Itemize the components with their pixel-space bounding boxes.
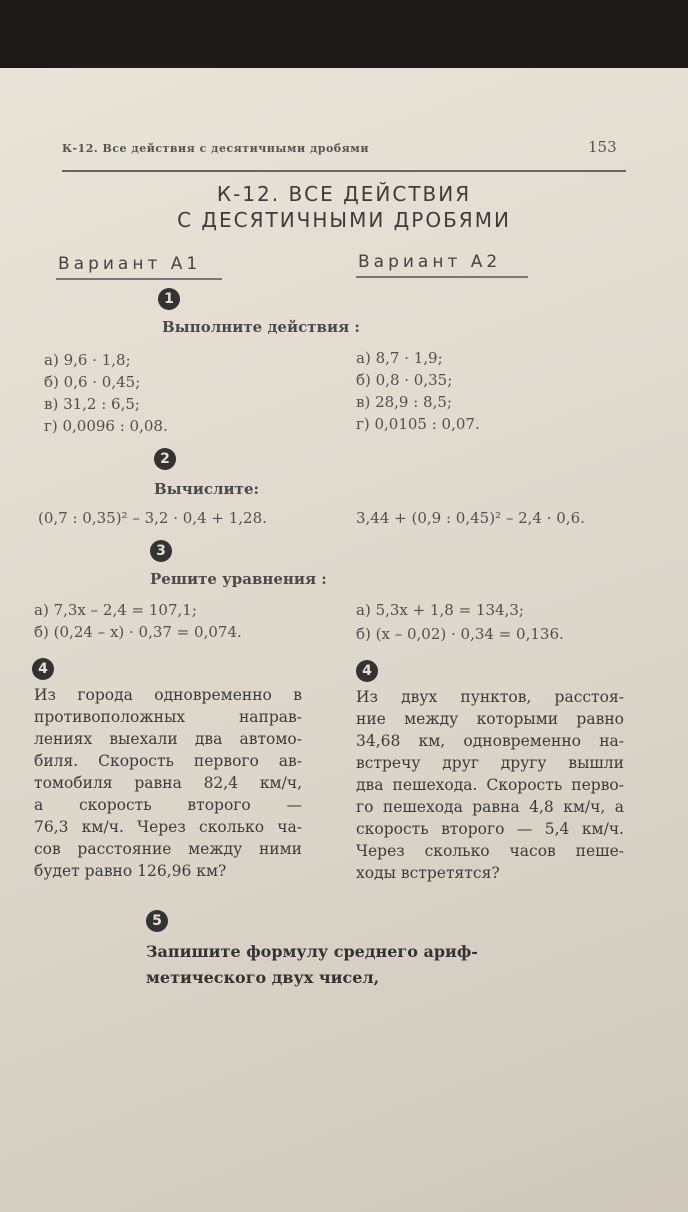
task-4-a2-line: Через сколько часов пеше- [356, 842, 624, 860]
task-4-a1-text [34, 684, 302, 882]
task-1-a1-item-c: в) 31,2 : 6,5; [44, 395, 140, 413]
task-4-a2-line: 34,68 км, одновременно на- [356, 732, 624, 750]
task-4-a2-line: встречу друг другу вышли [356, 754, 624, 772]
task-4-a1-line: 76,3 км/ч. Через сколько ча- [34, 818, 302, 836]
task-2-badge: 2 [154, 448, 176, 470]
task-2-a1-expression: (0,7 : 0,35)² – 3,2 · 0,4 + 1,28. [38, 509, 267, 527]
background-shadow [0, 0, 688, 68]
task-2-instruction: Вычислите: [154, 480, 260, 498]
task-3-a1-equation-b: б) (0,24 – x) · 0,37 = 0,074. [34, 623, 242, 641]
variant-a2-heading: Вариант А2 [358, 252, 502, 272]
task-1-a2-item-d: г) 0,0105 : 0,07. [356, 415, 480, 433]
task-4-a2-badge: 4 [356, 660, 378, 682]
task-4-a1-line: биля. Скорость первого ав- [34, 752, 302, 770]
header-rule [62, 170, 626, 172]
task-4-a2-text [356, 686, 624, 884]
variant-a1-heading: Вариант А1 [58, 254, 202, 274]
page-title-line-2: С ДЕСЯТИЧНЫМИ ДРОБЯМИ [177, 208, 511, 232]
task-5-badge: 5 [146, 910, 168, 932]
task-1-instruction: Выполните действия : [162, 318, 360, 336]
task-1-a2-item-c: в) 28,9 : 8,5; [356, 393, 452, 411]
task-4-a2-line: два пешехода. Скорость перво- [356, 776, 624, 794]
task-4-a2-line: го пешехода равна 4,8 км/ч, а [356, 798, 624, 816]
task-4-a1-line: томобиля равна 82,4 км/ч, [34, 774, 302, 792]
task-1-a1-item-b: б) 0,6 · 0,45; [44, 373, 141, 391]
task-3-a2-equation-b: б) (x – 0,02) · 0,34 = 0,136. [356, 625, 564, 643]
task-5-line-1: Запишите формулу среднего ариф- [146, 942, 478, 961]
task-3-instruction: Решите уравнения : [150, 570, 327, 588]
task-1-a1-item-a: а) 9,6 · 1,8; [44, 351, 131, 369]
variant-a2-underline [356, 276, 528, 278]
page-title-line-1: К-12. ВСЕ ДЕЙСТВИЯ [216, 182, 472, 206]
task-3-a1-equation-a: а) 7,3x – 2,4 = 107,1; [34, 601, 197, 619]
task-4-a2-line: скорость второго — 5,4 км/ч. [356, 820, 624, 838]
task-4-a1-line: лениях выехали два автомо- [34, 730, 302, 748]
page-number: 153 [588, 138, 617, 156]
running-title: К-12. Все действия с десятичными дробями [62, 142, 369, 155]
task-1-a2-item-a: а) 8,7 · 1,9; [356, 349, 443, 367]
variant-a1-underline [56, 278, 222, 280]
task-4-a1-line: сов расстояние между ними [34, 840, 302, 858]
task-4-a1-line: противоположных направ- [34, 708, 302, 726]
task-1-a1-item-d: г) 0,0096 : 0,08. [44, 417, 168, 435]
task-4-a2-line: ние между которыми равно [356, 710, 624, 728]
task-2-a2-expression: 3,44 + (0,9 : 0,45)² – 2,4 · 0,6. [356, 509, 585, 527]
task-1-a2-item-b: б) 0,8 · 0,35; [356, 371, 453, 389]
task-3-a2-equation-a: а) 5,3x + 1,8 = 134,3; [356, 601, 524, 619]
task-3-badge: 3 [150, 540, 172, 562]
task-4-a1-line: а скорость второго — [34, 796, 302, 814]
task-4-a1-line: Из города одновременно в [34, 686, 302, 704]
task-1-badge: 1 [158, 288, 180, 310]
task-4-a1-line: будет равно 126,96 км? [34, 862, 227, 880]
task-4-a2-line: ходы встретятся? [356, 864, 500, 882]
task-4-a1-badge: 4 [32, 658, 54, 680]
task-5-line-2: метического двух чисел, [146, 968, 380, 987]
task-4-a2-line: Из двух пунктов, расстоя- [356, 688, 624, 706]
